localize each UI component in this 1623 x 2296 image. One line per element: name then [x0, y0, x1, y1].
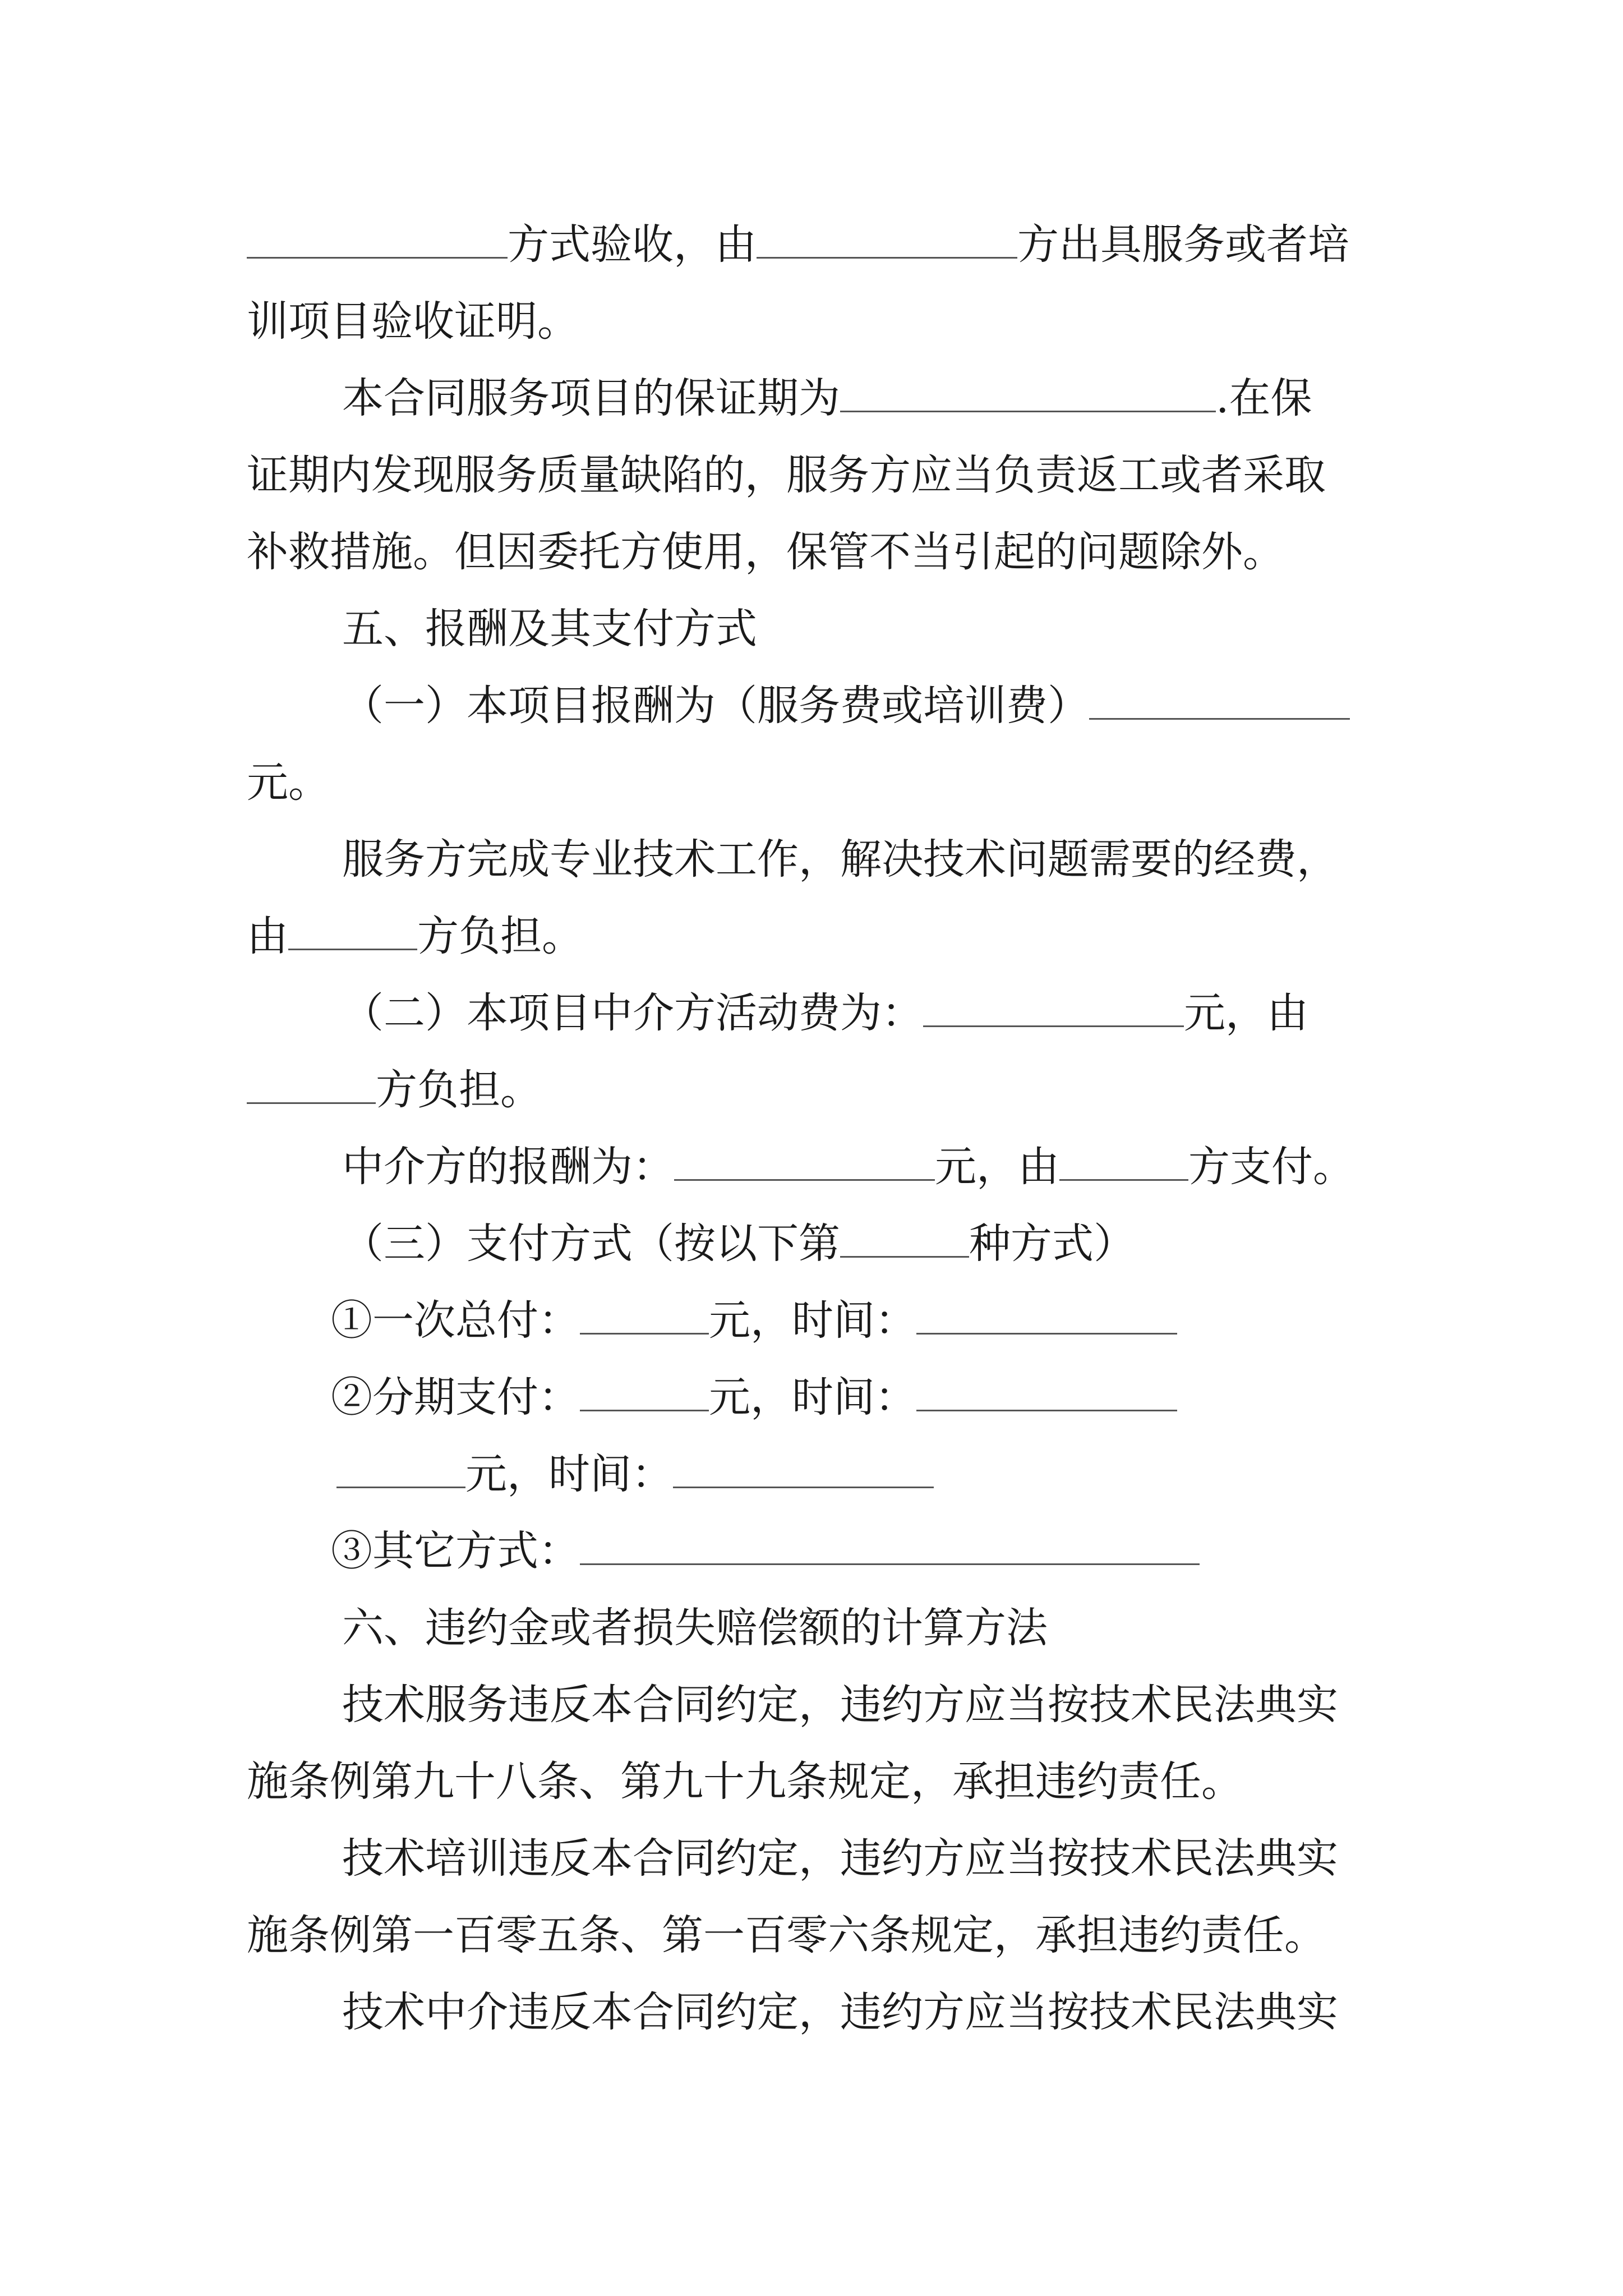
fill-in-blank[interactable]	[336, 1455, 465, 1488]
paragraph-text: 补救措施。但因委托方使用，保管不当引起的问题除外。	[247, 528, 1284, 576]
paragraph-text: 技术中介违反本合同约定，违约方应当按技术民法典实	[342, 1988, 1338, 2036]
text-line	[342, 1984, 1338, 2040]
fill-in-blank[interactable]	[840, 1225, 969, 1258]
section-heading	[342, 601, 757, 657]
text-segment: 由	[247, 912, 288, 960]
text-line	[331, 1523, 1200, 1579]
text-line	[247, 1062, 542, 1118]
paragraph-text: 施条例第一百零五条、第一百零六条规定，承担违约责任。	[247, 1911, 1326, 1959]
paragraph-text: 服务方完成专业技术工作，解决技术问题需要的经费，	[342, 835, 1338, 884]
fill-in-blank[interactable]	[916, 1301, 1177, 1335]
section-heading	[342, 1600, 1048, 1656]
text-line	[247, 524, 1284, 580]
paragraph-text: 技术服务违反本合同约定，违约方应当按技术民法典实	[342, 1681, 1338, 1729]
paragraph-text: 施条例第九十八条、第九十九条规定，承担违约责任。	[247, 1757, 1243, 1806]
paragraph-text: 元。	[247, 758, 330, 807]
text-line	[247, 1754, 1243, 1810]
text-segment: 方支付。	[1188, 1143, 1354, 1191]
fill-in-blank[interactable]	[916, 1378, 1177, 1411]
text-line	[247, 217, 1349, 273]
fill-in-blank[interactable]	[1059, 1148, 1188, 1181]
fill-in-blank[interactable]	[580, 1532, 1200, 1565]
text-line	[247, 447, 1326, 503]
heading-text: 五、报酬及其支付方式	[342, 605, 757, 653]
text-line	[342, 370, 1312, 426]
text-line	[247, 754, 330, 811]
fill-in-blank[interactable]	[923, 994, 1184, 1027]
text-segment: 方式验收，由	[508, 220, 757, 269]
text-segment: 元，由	[1184, 989, 1308, 1037]
fill-in-blank[interactable]	[580, 1301, 709, 1335]
text-line	[342, 678, 1350, 734]
text-segment: 元，时间：	[709, 1373, 916, 1421]
text-segment: 方负担。	[417, 912, 583, 960]
text-line	[342, 1216, 1135, 1272]
text-segment: ③其它方式：	[331, 1527, 580, 1575]
text-line	[342, 831, 1338, 887]
text-line	[342, 1830, 1338, 1887]
fill-in-blank[interactable]	[757, 226, 1017, 259]
text-segment: （三）支付方式（按以下第	[342, 1220, 840, 1268]
heading-text: 六、违约金或者损失赔偿额的计算方法	[342, 1604, 1048, 1652]
fill-in-blank[interactable]	[674, 1148, 935, 1181]
text-segment: 元，时间：	[709, 1296, 916, 1345]
fill-in-blank[interactable]	[247, 226, 508, 259]
text-segment: 方出具服务或者培	[1017, 220, 1349, 269]
fill-in-blank[interactable]	[247, 1071, 376, 1104]
fill-in-blank[interactable]	[1089, 687, 1350, 720]
paragraph-text: 证期内发现服务质量缺陷的，服务方应当负责返工或者采取	[247, 451, 1326, 499]
text-segment: ①一次总付：	[331, 1296, 580, 1345]
text-line	[247, 908, 583, 964]
paragraph-text: 训项目验收证明。	[247, 297, 579, 346]
text-line	[247, 1907, 1326, 1963]
fill-in-blank[interactable]	[840, 379, 1216, 412]
text-line	[336, 1446, 934, 1502]
text-segment: .在保	[1216, 374, 1312, 422]
text-line	[342, 1677, 1338, 1733]
fill-in-blank[interactable]	[580, 1378, 709, 1411]
fill-in-blank[interactable]	[288, 917, 417, 950]
text-line	[331, 1292, 1177, 1349]
text-segment: 种方式）	[969, 1220, 1135, 1268]
fill-in-blank[interactable]	[673, 1455, 934, 1488]
text-segment: 中介方的报酬为：	[342, 1143, 674, 1191]
text-line	[342, 985, 1308, 1041]
text-line	[331, 1369, 1177, 1425]
text-segment: 元，时间：	[465, 1450, 673, 1498]
text-segment: 本合同服务项目的保证期为	[342, 374, 840, 422]
paragraph-text: 技术培训违反本合同约定，违约方应当按技术民法典实	[342, 1834, 1338, 1883]
text-segment: （二）本项目中介方活动费为：	[342, 989, 923, 1037]
text-line	[247, 293, 579, 349]
text-segment: （一）本项目报酬为（服务费或培训费）	[342, 682, 1089, 730]
text-line	[342, 1139, 1354, 1195]
text-segment: 方负担。	[376, 1066, 542, 1114]
text-segment: 元，由	[935, 1143, 1059, 1191]
text-segment: ②分期支付：	[331, 1373, 580, 1421]
